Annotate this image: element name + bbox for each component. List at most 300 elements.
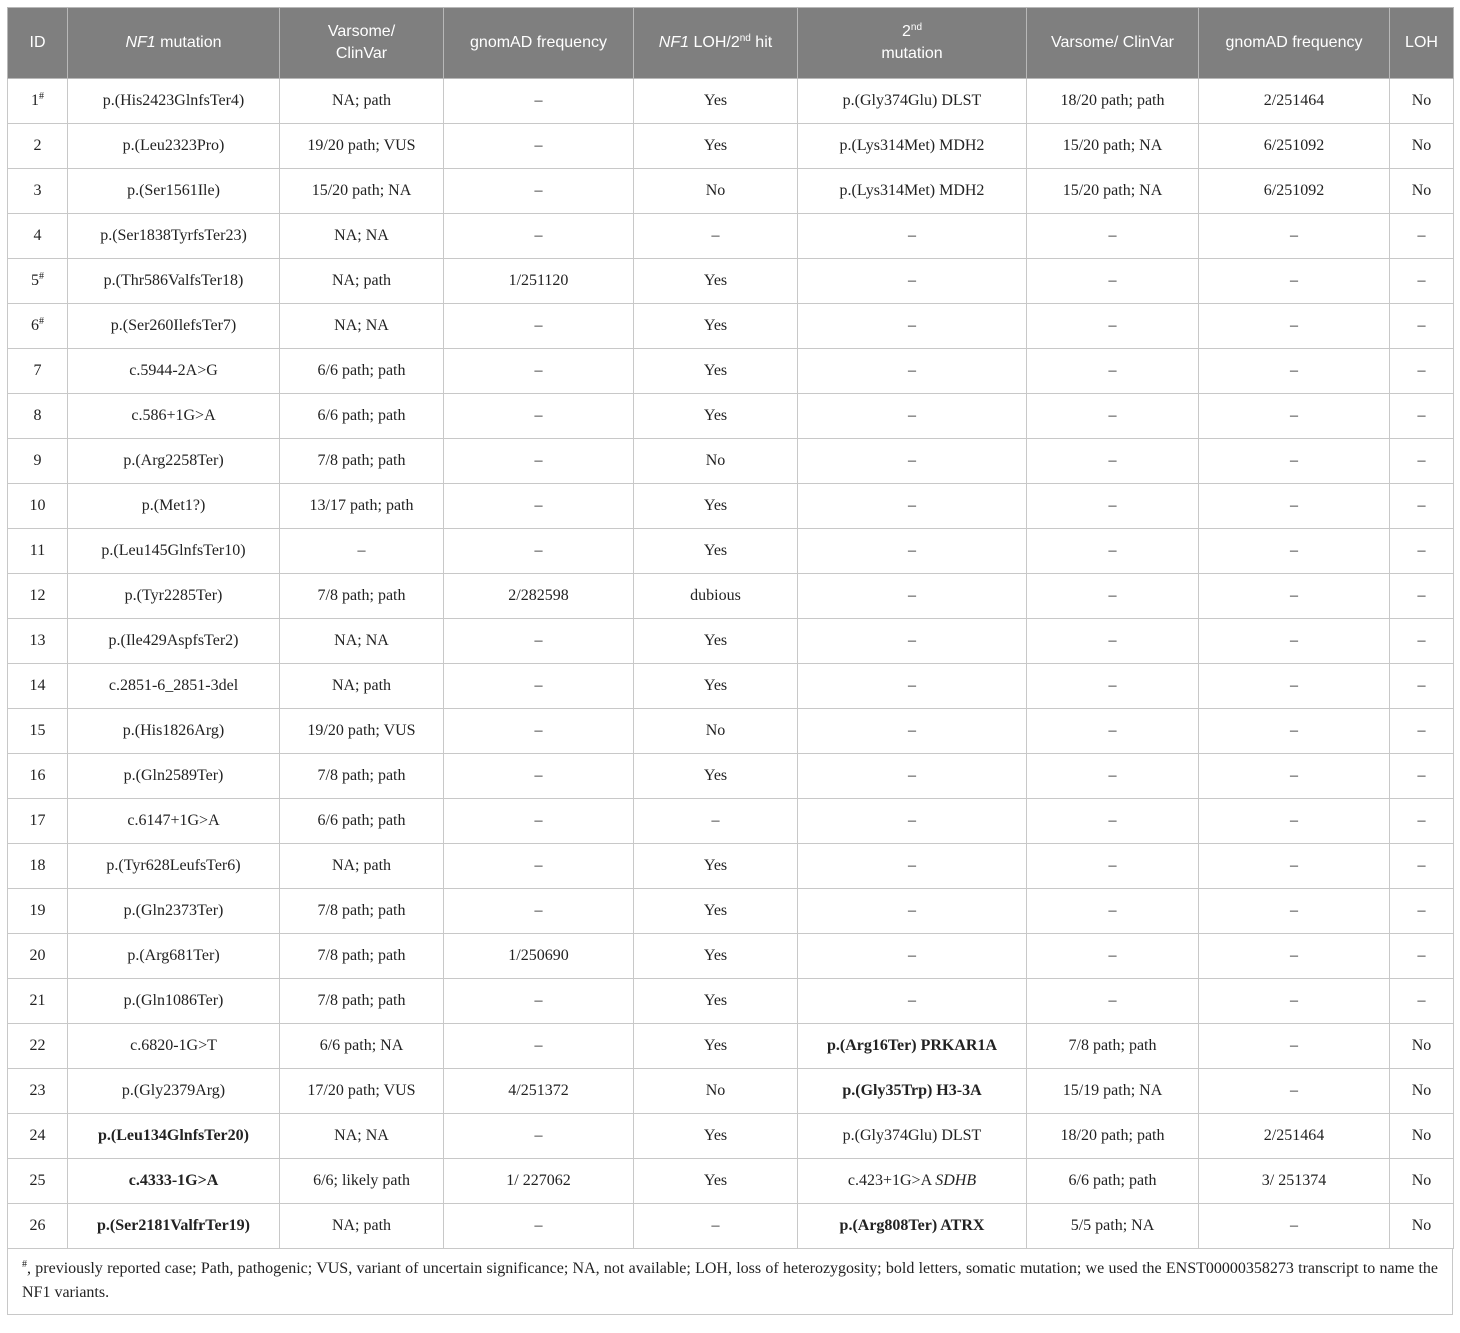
cell-nf1-mutation-text: p.(Gln2373Ter): [123, 902, 224, 919]
cell-gnomad-frequency-2: [1199, 1114, 1390, 1159]
cell-varsome-clinvar-2: [1027, 394, 1199, 439]
cell-varsome-clinvar: [280, 754, 444, 799]
cell-nf1-mutation-text: p.(His2423GlnfsTer4): [102, 92, 245, 109]
cell-id: [8, 484, 68, 529]
cell-loh-2nd-hit: [634, 1204, 798, 1249]
cell-loh-2nd-hit-text: Yes: [703, 632, 728, 649]
cell-varsome-clinvar-2: [1027, 304, 1199, 349]
cell-id: [8, 1159, 68, 1204]
table-row: [8, 214, 1454, 259]
cell-gnomad-frequency-2-text: –: [1290, 1082, 1298, 1099]
cell-loh: [1390, 484, 1454, 529]
cell-gnomad-frequency-2: [1199, 979, 1390, 1024]
cell-nf1-mutation-text: p.(Arg681Ter): [127, 947, 220, 964]
cell-loh-2nd-hit-text: Yes: [703, 317, 728, 334]
cell-varsome-clinvar-text: NA; path: [331, 857, 392, 874]
cell-nf1-mutation: [68, 259, 280, 304]
table-row: [8, 754, 1454, 799]
cell-loh-2nd-hit-text: Yes: [703, 407, 728, 424]
cell-gnomad-frequency-2-text: 2/251464: [1263, 92, 1325, 109]
cell-gnomad-frequency-2-text: –: [1290, 767, 1298, 784]
table-row: [8, 574, 1454, 619]
nf1-mutation-table-container: [7, 7, 1453, 1315]
cell-varsome-clinvar: [280, 619, 444, 664]
cell-gnomad-frequency-2-text: –: [1290, 992, 1298, 1009]
cell-gnomad-frequency-2: [1199, 79, 1390, 124]
table-footnote: [7, 1249, 1453, 1315]
cell-varsome-clinvar-text: –: [357, 542, 366, 559]
cell-loh-2nd-hit-text: Yes: [703, 857, 728, 874]
cell-loh: [1390, 934, 1454, 979]
cell-nf1-mutation: [68, 529, 280, 574]
table-row: [8, 1024, 1454, 1069]
cell-varsome-clinvar: [280, 934, 444, 979]
cell-gnomad-frequency: [444, 664, 634, 709]
cell-gnomad-frequency-2: [1199, 394, 1390, 439]
cell-2nd-mutation-text: p.(Arg808Ter) ATRX: [839, 1217, 985, 1234]
cell-2nd-mutation: [798, 1159, 1027, 1204]
cell-loh-text: No: [1411, 137, 1432, 154]
cell-2nd-mutation: [798, 574, 1027, 619]
cell-2nd-mutation: [798, 664, 1027, 709]
cell-varsome-clinvar: [280, 439, 444, 484]
cell-loh-2nd-hit-text: dubious: [690, 587, 741, 604]
cell-2nd-mutation-text: –: [908, 812, 916, 829]
cell-gnomad-frequency-2: [1199, 169, 1390, 214]
cell-varsome-clinvar: [280, 304, 444, 349]
cell-2nd-mutation: [798, 349, 1027, 394]
cell-nf1-mutation-text: p.(Leu2323Pro): [122, 137, 225, 154]
cell-2nd-mutation-text: –: [908, 317, 916, 334]
cell-2nd-mutation: [798, 529, 1027, 574]
cell-gnomad-frequency: [444, 304, 634, 349]
cell-nf1-mutation-text: p.(Thr586ValfsTer18): [103, 272, 244, 289]
cell-nf1-mutation: [68, 574, 280, 619]
cell-gnomad-frequency: [444, 79, 634, 124]
cell-2nd-mutation: [798, 439, 1027, 484]
cell-2nd-mutation: [798, 979, 1027, 1024]
cell-nf1-mutation: [68, 169, 280, 214]
cell-loh-2nd-hit: [634, 79, 798, 124]
cell-loh: [1390, 619, 1454, 664]
cell-nf1-mutation-text: p.(Gln1086Ter): [123, 992, 224, 1009]
cell-2nd-mutation-text: –: [908, 497, 916, 514]
cell-varsome-clinvar: [280, 529, 444, 574]
cell-gnomad-frequency-2: [1199, 799, 1390, 844]
cell-varsome-clinvar-2-text: –: [1108, 497, 1117, 514]
cell-varsome-clinvar-2: [1027, 754, 1199, 799]
cell-varsome-clinvar: [280, 664, 444, 709]
cell-gnomad-frequency: [444, 574, 634, 619]
cell-gnomad-frequency: [444, 214, 634, 259]
cell-id-text: 20: [29, 947, 46, 964]
table-row: [8, 844, 1454, 889]
table-row: [8, 709, 1454, 754]
header-second-sup: nd: [910, 22, 923, 33]
cell-loh: [1390, 259, 1454, 304]
cell-id: [8, 619, 68, 664]
table-row: [8, 349, 1454, 394]
cell-id-text: 2: [33, 137, 42, 154]
cell-nf1-mutation-text: p.(Ile429AspfsTer2): [108, 632, 239, 649]
cell-gnomad-frequency-2-text: –: [1290, 677, 1298, 694]
cell-gnomad-frequency-text: 1/250690: [508, 947, 569, 964]
cell-loh-2nd-hit: [634, 844, 798, 889]
cell-gnomad-frequency: [444, 439, 634, 484]
table-row: [8, 439, 1454, 484]
cell-nf1-mutation: [68, 1204, 280, 1249]
cell-id: [8, 1024, 68, 1069]
cell-gnomad-frequency: [444, 1114, 634, 1159]
footnote-mark: #: [22, 1259, 27, 1270]
cell-varsome-clinvar-text: 15/20 path; NA: [311, 182, 412, 199]
cell-loh-2nd-hit: [634, 709, 798, 754]
cell-loh-2nd-hit-text: Yes: [703, 677, 728, 694]
cell-gnomad-frequency-2: [1199, 1204, 1390, 1249]
cell-id-text: 7: [33, 362, 42, 379]
table-row: [8, 979, 1454, 1024]
cell-2nd-mutation-text: p.(Lys314Met) MDH2: [839, 182, 985, 199]
cell-loh: [1390, 349, 1454, 394]
cell-nf1-mutation: [68, 1069, 280, 1114]
cell-loh-2nd-hit-text: Yes: [703, 362, 728, 379]
cell-varsome-clinvar: [280, 1159, 444, 1204]
cell-gnomad-frequency-text: –: [534, 767, 543, 784]
cell-gnomad-frequency-text: –: [534, 1037, 543, 1054]
cell-loh-2nd-hit: [634, 529, 798, 574]
cell-loh-2nd-hit: [634, 889, 798, 934]
cell-2nd-mutation: [798, 1024, 1027, 1069]
table-row: [8, 889, 1454, 934]
cell-gnomad-frequency-2-text: –: [1290, 272, 1298, 289]
cell-loh-2nd-hit: [634, 439, 798, 484]
cell-gnomad-frequency-text: –: [534, 227, 543, 244]
table-row: [8, 259, 1454, 304]
header-loh-mid: LOH/2: [689, 34, 740, 51]
cell-varsome-clinvar-2-text: 15/20 path; NA: [1062, 182, 1163, 199]
cell-varsome-clinvar-text: 6/6; likely path: [313, 1172, 410, 1189]
cell-id: [8, 1204, 68, 1249]
cell-varsome-clinvar-2-text: –: [1108, 317, 1117, 334]
cell-varsome-clinvar-2-text: 15/19 path; NA: [1062, 1082, 1163, 1099]
cell-loh-2nd-hit-text: Yes: [703, 542, 728, 559]
cell-gnomad-frequency-2: [1199, 259, 1390, 304]
cell-2nd-mutation: [798, 1069, 1027, 1114]
cell-gnomad-frequency-2: [1199, 349, 1390, 394]
cell-varsome-clinvar-text: 13/17 path; path: [309, 497, 414, 514]
cell-loh-text: –: [1417, 497, 1426, 514]
cell-varsome-clinvar-text: 6/6 path; path: [317, 362, 406, 379]
header-varsome-line1: Varsome/: [327, 23, 396, 40]
cell-loh-2nd-hit: [634, 754, 798, 799]
cell-loh-2nd-hit: [634, 394, 798, 439]
cell-nf1-mutation: [68, 1024, 280, 1069]
cell-nf1-mutation: [68, 889, 280, 934]
cell-gnomad-frequency-text: –: [534, 857, 543, 874]
cell-2nd-mutation-text: –: [908, 407, 916, 424]
cell-id-text: 8: [33, 407, 42, 424]
cell-loh-text: –: [1417, 407, 1426, 424]
cell-2nd-mutation: [798, 709, 1027, 754]
cell-varsome-clinvar-2: [1027, 1159, 1199, 1204]
cell-varsome-clinvar-2: [1027, 619, 1199, 664]
cell-varsome-clinvar-2-text: –: [1108, 677, 1117, 694]
cell-loh: [1390, 439, 1454, 484]
header-second-word: mutation: [881, 45, 943, 62]
cell-id: [8, 349, 68, 394]
cell-varsome-clinvar-2: [1027, 1114, 1199, 1159]
cell-id-text: 25: [29, 1172, 46, 1189]
cell-2nd-mutation-text: –: [908, 542, 916, 559]
cell-varsome-clinvar-text: 6/6 path; NA: [319, 1037, 404, 1054]
cell-varsome-clinvar-2: [1027, 664, 1199, 709]
previously-reported-mark: #: [39, 271, 44, 282]
cell-nf1-mutation: [68, 394, 280, 439]
cell-varsome-clinvar-2-text: 15/20 path; NA: [1062, 137, 1163, 154]
cell-gnomad-frequency: [444, 1024, 634, 1069]
cell-loh-2nd-hit: [634, 259, 798, 304]
header-nf1-rest: mutation: [155, 34, 222, 51]
cell-nf1-mutation-text: p.(Gln2589Ter): [123, 767, 224, 784]
cell-nf1-mutation-text: p.(Leu145GlnfsTer10): [101, 542, 246, 559]
cell-gnomad-frequency-2: [1199, 664, 1390, 709]
cell-loh-2nd-hit: [634, 169, 798, 214]
cell-nf1-mutation-text: c.586+1G>A: [131, 407, 216, 424]
cell-gnomad-frequency-2-text: –: [1290, 497, 1298, 514]
cell-id-text: 15: [29, 722, 46, 739]
cell-loh-2nd-hit-text: Yes: [703, 1037, 728, 1054]
cell-varsome-clinvar: [280, 349, 444, 394]
cell-loh-2nd-hit: [634, 664, 798, 709]
cell-gnomad-frequency-text: –: [534, 812, 543, 829]
cell-loh-text: –: [1417, 812, 1426, 829]
cell-gnomad-frequency: [444, 1069, 634, 1114]
cell-gnomad-frequency-text: –: [534, 182, 543, 199]
cell-varsome-clinvar-2: [1027, 709, 1199, 754]
cell-loh-2nd-hit-text: Yes: [703, 1172, 728, 1189]
cell-gnomad-frequency: [444, 709, 634, 754]
cell-id: [8, 574, 68, 619]
cell-2nd-mutation-text: p.(Gly374Glu) DLST: [842, 1127, 982, 1144]
cell-2nd-mutation-text: p.(Gly35Trp) H3-3A: [842, 1082, 982, 1099]
cell-varsome-clinvar-text: 7/8 path; path: [317, 947, 406, 964]
cell-varsome-clinvar: [280, 394, 444, 439]
cell-loh-text: –: [1417, 317, 1426, 334]
cell-id: [8, 979, 68, 1024]
cell-gnomad-frequency-2-text: –: [1290, 542, 1298, 559]
cell-2nd-mutation: [798, 124, 1027, 169]
cell-loh: [1390, 889, 1454, 934]
table-row: [8, 484, 1454, 529]
cell-loh-2nd-hit-text: No: [705, 1082, 726, 1099]
previously-reported-mark: #: [39, 316, 44, 327]
cell-varsome-clinvar-2: [1027, 349, 1199, 394]
cell-gnomad-frequency-2-text: –: [1290, 317, 1298, 334]
cell-2nd-mutation: [798, 79, 1027, 124]
cell-loh-2nd-hit: [634, 979, 798, 1024]
cell-id-text: 11: [29, 542, 46, 559]
cell-gnomad-frequency: [444, 979, 634, 1024]
cell-loh-2nd-hit-text: –: [711, 1217, 720, 1234]
cell-nf1-mutation: [68, 349, 280, 394]
cell-id-text: 24: [29, 1127, 46, 1144]
cell-gnomad-frequency-2: [1199, 1024, 1390, 1069]
cell-loh: [1390, 1159, 1454, 1204]
cell-loh-2nd-hit: [634, 484, 798, 529]
nf1-mutation-table: [7, 7, 1454, 1249]
cell-gnomad-frequency-text: –: [534, 317, 543, 334]
cell-loh-text: –: [1417, 857, 1426, 874]
cell-varsome-clinvar-text: 6/6 path; path: [317, 407, 406, 424]
cell-gnomad-frequency: [444, 529, 634, 574]
cell-id: [8, 529, 68, 574]
cell-varsome-clinvar-text: 7/8 path; path: [317, 452, 406, 469]
cell-id-text: 9: [33, 452, 42, 469]
cell-loh-text: No: [1411, 182, 1432, 199]
cell-varsome-clinvar-2: [1027, 934, 1199, 979]
cell-gnomad-frequency-2: [1199, 934, 1390, 979]
cell-varsome-clinvar-2-text: –: [1108, 857, 1117, 874]
cell-loh: [1390, 1069, 1454, 1114]
cell-2nd-mutation: [798, 169, 1027, 214]
cell-loh: [1390, 664, 1454, 709]
cell-loh-text: –: [1417, 677, 1426, 694]
cell-id: [8, 844, 68, 889]
cell-loh-2nd-hit-text: No: [705, 182, 726, 199]
cell-gnomad-frequency-2-text: –: [1290, 1037, 1298, 1054]
cell-loh: [1390, 529, 1454, 574]
cell-gnomad-frequency: [444, 799, 634, 844]
cell-id-text: 13: [29, 632, 46, 649]
cell-2nd-mutation-text: –: [908, 227, 916, 244]
cell-loh-2nd-hit: [634, 1024, 798, 1069]
header-nf1-gene: NF1: [125, 34, 156, 51]
cell-loh: [1390, 214, 1454, 259]
cell-loh-2nd-hit-text: No: [705, 452, 726, 469]
cell-loh-text: No: [1411, 1082, 1432, 1099]
cell-loh-text: –: [1417, 227, 1426, 244]
cell-gnomad-frequency-text: –: [534, 407, 543, 424]
cell-gnomad-frequency-2-text: –: [1290, 362, 1298, 379]
cell-loh-2nd-hit-text: Yes: [703, 272, 728, 289]
cell-2nd-mutation-text: –: [908, 452, 916, 469]
cell-varsome-clinvar-2: [1027, 79, 1199, 124]
cell-loh-2nd-hit-text: –: [711, 227, 720, 244]
cell-varsome-clinvar-2-text: –: [1108, 227, 1117, 244]
cell-gnomad-frequency-2: [1199, 124, 1390, 169]
footnote-text: , previously reported case; Path, pathogenic; VUS, variant of uncertain significance; NA, not available; LOH, loss of heterozygosity; bold letters, somatic mutation; we used the ENST00000358273 transcript to name the NF1 variants.: [22, 1260, 1438, 1301]
cell-gnomad-frequency-2-text: –: [1290, 452, 1298, 469]
cell-nf1-mutation-text: p.(His1826Arg): [122, 722, 225, 739]
cell-varsome-clinvar-2-text: –: [1108, 992, 1117, 1009]
cell-id-text: 1: [31, 92, 39, 109]
cell-varsome-clinvar: [280, 844, 444, 889]
cell-varsome-clinvar: [280, 124, 444, 169]
cell-id-text: 10: [29, 497, 46, 514]
cell-varsome-clinvar-2-text: –: [1108, 452, 1117, 469]
cell-loh: [1390, 979, 1454, 1024]
cell-varsome-clinvar-2: [1027, 799, 1199, 844]
cell-varsome-clinvar: [280, 259, 444, 304]
cell-2nd-mutation-text: –: [908, 857, 916, 874]
cell-2nd-mutation: [798, 1204, 1027, 1249]
cell-nf1-mutation: [68, 709, 280, 754]
table-row: [8, 799, 1454, 844]
cell-varsome-clinvar-2-text: –: [1108, 362, 1117, 379]
cell-2nd-mutation-text: p.(Arg16Ter) PRKAR1A: [826, 1037, 998, 1054]
header-loh-sup: nd: [739, 33, 751, 44]
cell-id: [8, 709, 68, 754]
cell-varsome-clinvar: [280, 574, 444, 619]
cell-varsome-clinvar: [280, 1069, 444, 1114]
cell-loh-text: –: [1417, 452, 1426, 469]
cell-gnomad-frequency-2-text: 2/251464: [1263, 1127, 1325, 1144]
cell-gnomad-frequency-2: [1199, 754, 1390, 799]
cell-gnomad-frequency-text: 1/251120: [508, 272, 569, 289]
cell-varsome-clinvar-2-text: –: [1108, 272, 1117, 289]
table-row: [8, 304, 1454, 349]
cell-gnomad-frequency-2: [1199, 889, 1390, 934]
cell-id-text: 12: [29, 587, 46, 604]
cell-loh-2nd-hit: [634, 934, 798, 979]
header-second-num: 2: [901, 23, 911, 40]
cell-varsome-clinvar-text: 6/6 path; path: [317, 812, 406, 829]
cell-id-text: 14: [29, 677, 46, 694]
cell-gnomad-frequency-2-text: –: [1290, 857, 1298, 874]
cell-id: [8, 1114, 68, 1159]
cell-varsome-clinvar-text: NA; NA: [334, 1127, 389, 1144]
cell-varsome-clinvar-2: [1027, 214, 1199, 259]
cell-varsome-clinvar-text: 7/8 path; path: [317, 767, 406, 784]
cell-loh-2nd-hit-text: Yes: [703, 92, 728, 109]
cell-gnomad-frequency-2-text: –: [1290, 812, 1298, 829]
cell-nf1-mutation: [68, 439, 280, 484]
cell-nf1-mutation: [68, 799, 280, 844]
cell-gnomad-frequency-2: [1199, 439, 1390, 484]
cell-varsome-clinvar-2: [1027, 439, 1199, 484]
table-row: [8, 124, 1454, 169]
cell-gnomad-frequency-2: [1199, 529, 1390, 574]
cell-2nd-mutation-text: –: [908, 902, 916, 919]
cell-loh-2nd-hit-text: Yes: [703, 947, 728, 964]
cell-2nd-mutation-text: –: [908, 632, 916, 649]
cell-2nd-mutation-text: –: [908, 722, 916, 739]
cell-gnomad-frequency-2-text: 6/251092: [1263, 137, 1325, 154]
cell-gnomad-frequency-text: –: [534, 902, 543, 919]
cell-id: [8, 934, 68, 979]
cell-loh-2nd-hit: [634, 304, 798, 349]
cell-loh-2nd-hit: [634, 1114, 798, 1159]
cell-id-text: 4: [33, 227, 42, 244]
cell-varsome-clinvar: [280, 889, 444, 934]
cell-2nd-mutation-text: –: [908, 992, 916, 1009]
cell-gnomad-frequency: [444, 349, 634, 394]
cell-varsome-clinvar-2-text: –: [1108, 947, 1117, 964]
cell-varsome-clinvar-2-text: 6/6 path; path: [1068, 1172, 1157, 1189]
cell-nf1-mutation-text: p.(Tyr2285Ter): [124, 587, 223, 604]
cell-gnomad-frequency-2: [1199, 619, 1390, 664]
cell-varsome-clinvar-2: [1027, 169, 1199, 214]
cell-gnomad-frequency: [444, 844, 634, 889]
table-body: [8, 79, 1454, 1249]
cell-loh-2nd-hit-text: No: [705, 722, 726, 739]
cell-loh-2nd-hit-text: Yes: [703, 137, 728, 154]
cell-id: [8, 214, 68, 259]
header-nf1-mutation: [68, 8, 280, 79]
cell-varsome-clinvar-text: 7/8 path; path: [317, 992, 406, 1009]
cell-varsome-clinvar-2: [1027, 844, 1199, 889]
header-2nd-mutation: [798, 8, 1027, 79]
